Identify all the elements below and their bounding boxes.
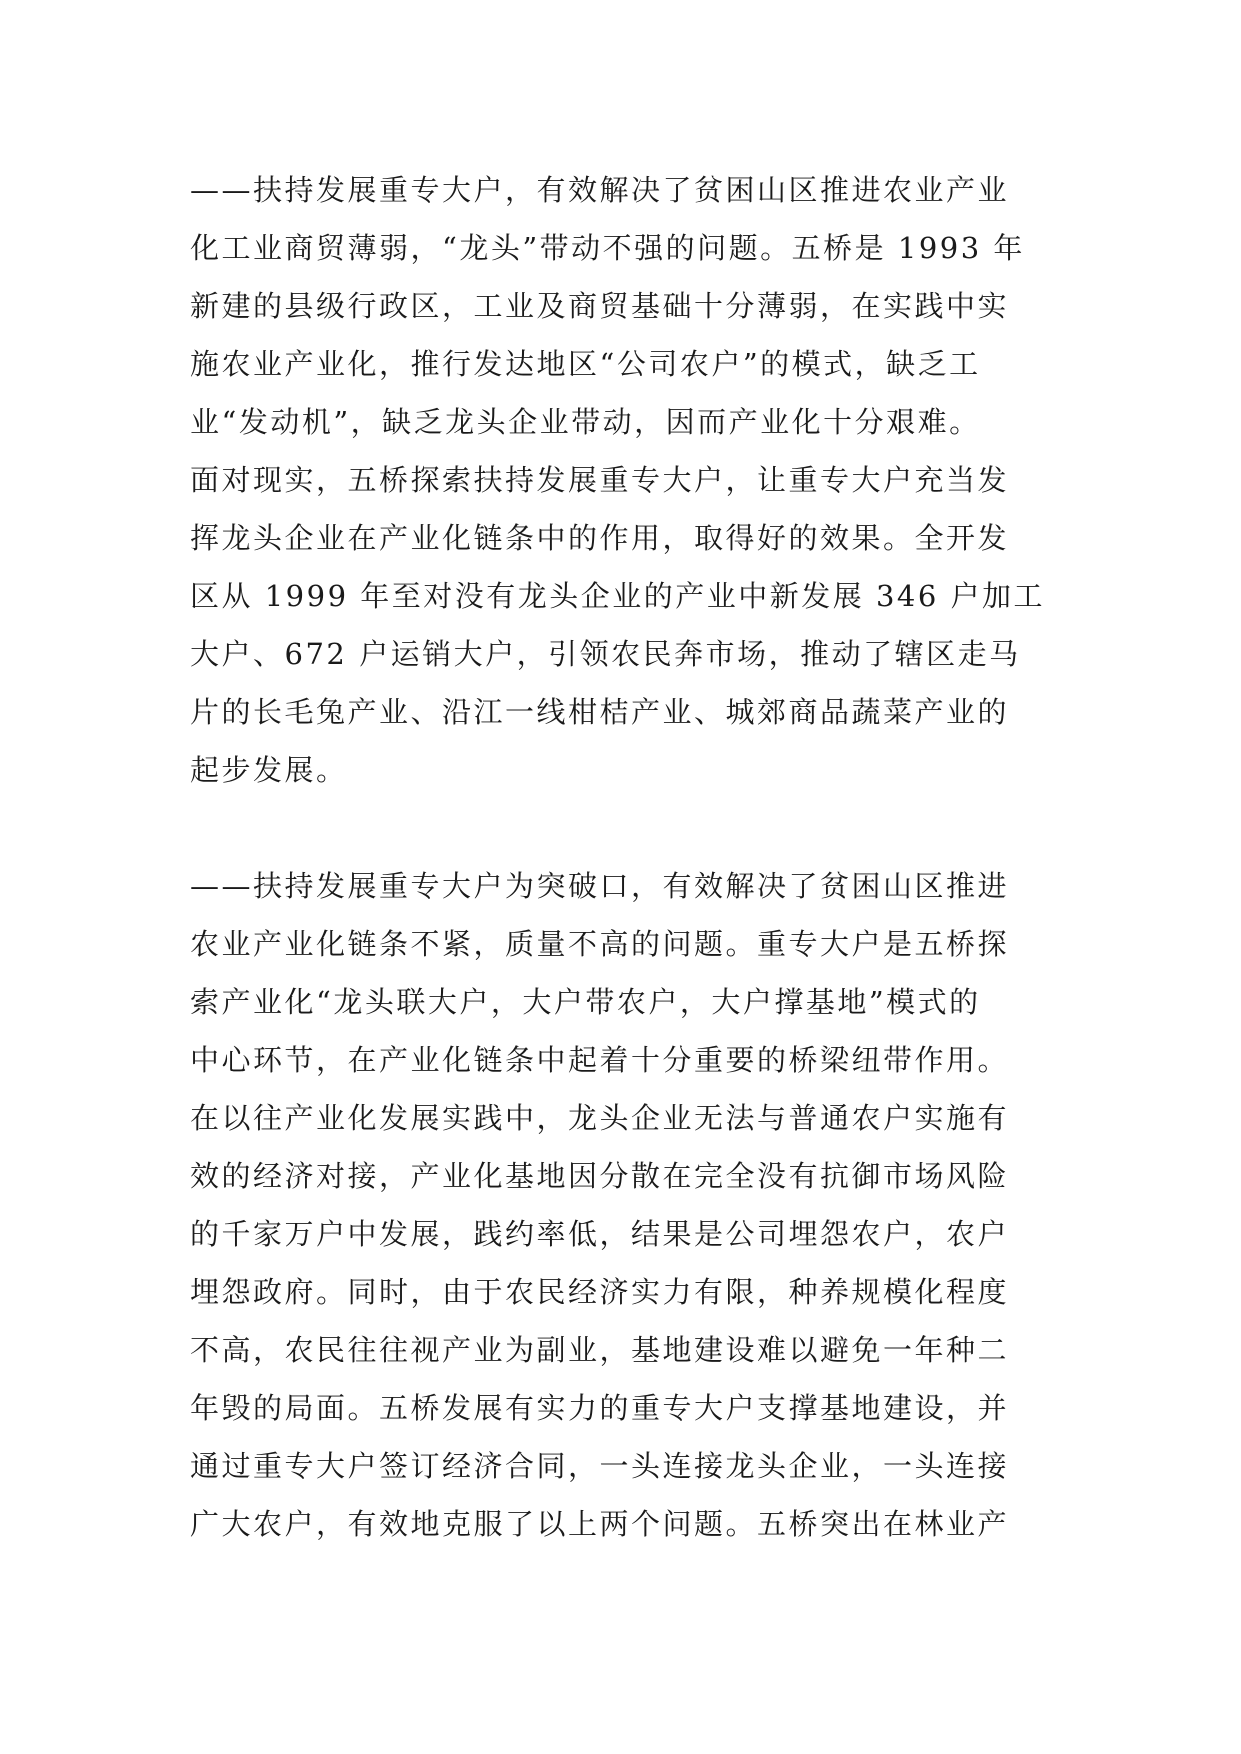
text-line: 面对现实，五桥探索扶持发展重专大户，让重专大户充当发	[190, 463, 1010, 497]
body-text	[190, 161, 1070, 1553]
text-line: 起步发展。	[190, 753, 348, 787]
text-line: ——扶持发展重专大户，有效解决了贫困山区推进农业产业	[190, 173, 1010, 207]
text-line: ——扶持发展重专大户为突破口，有效解决了贫困山区推进	[190, 869, 1010, 903]
text-line: 业“发动机”，缺乏龙头企业带动，因而产业化十分艰难。	[190, 405, 981, 439]
text-line: 通过重专大户签订经济合同，一头连接龙头企业，一头连接	[190, 1449, 1010, 1483]
text-line: 埋怨政府。同时，由于农民经济实力有限，种养规模化程度	[190, 1275, 1010, 1309]
text-line: 大户、672 户运销大户，引领农民奔市场，推动了辖区走马	[190, 637, 1021, 671]
text-line: 索产业化“龙头联大户，大户带农户，大户撑基地”模式的	[190, 985, 981, 1019]
text-line: 效的经济对接，产业化基地因分散在完全没有抗御市场风险	[190, 1159, 1010, 1193]
text-line: 农业产业化链条不紧，质量不高的问题。重专大户是五桥探	[190, 927, 1010, 961]
text-line: 中心环节，在产业化链条中起着十分重要的桥梁纽带作用。	[190, 1043, 1010, 1077]
paragraph-2	[190, 857, 1070, 1553]
text-line: 区从 1999 年至对没有龙头企业的产业中新发展 346 户加工	[190, 579, 1046, 613]
text-line: 在以往产业化发展实践中，龙头企业无法与普通农户实施有	[190, 1101, 1010, 1135]
text-line: 不高，农民往往视产业为副业，基地建设难以避免一年种二	[190, 1333, 1010, 1367]
text-line: 化工业商贸薄弱，“龙头”带动不强的问题。五桥是 1993 年	[190, 231, 1025, 265]
text-line: 挥龙头企业在产业化链条中的作用，取得好的效果。全开发	[190, 521, 1010, 555]
text-line: 新建的县级行政区，工业及商贸基础十分薄弱，在实践中实	[190, 289, 1010, 323]
text-line: 年毁的局面。五桥发展有实力的重专大户支撑基地建设，并	[190, 1391, 1010, 1425]
text-line: 片的长毛兔产业、沿江一线柑桔产业、城郊商品蔬菜产业的	[190, 695, 1010, 729]
paragraph-1	[190, 161, 1070, 799]
text-line: 广大农户，有效地克服了以上两个问题。五桥突出在林业产	[190, 1507, 1010, 1541]
text-line: 施农业产业化，推行发达地区“公司农户”的模式，缺乏工	[190, 347, 981, 381]
text-line: 的千家万户中发展，践约率低，结果是公司埋怨农户，农户	[190, 1217, 1010, 1251]
